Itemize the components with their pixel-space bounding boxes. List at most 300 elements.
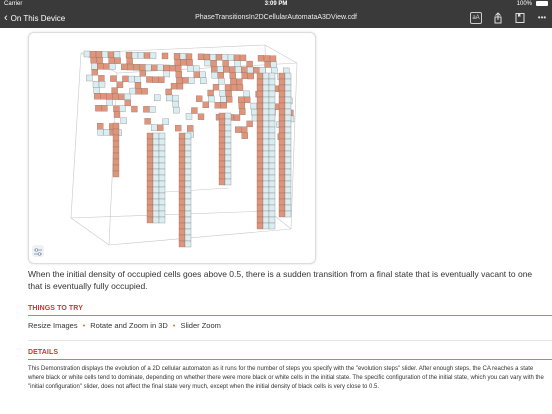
voxel-cell — [263, 199, 269, 205]
voxel-cell — [257, 181, 263, 187]
voxel-cell — [101, 105, 107, 111]
voxel-cell — [241, 127, 247, 133]
voxel-cell — [212, 72, 218, 78]
voxel-cell — [122, 76, 128, 82]
voxel-cell — [94, 87, 100, 93]
voxel-cell — [241, 67, 247, 73]
voxel-cell — [159, 169, 165, 175]
voxel-cell — [119, 106, 125, 112]
voxel-cell — [269, 121, 275, 127]
voxel-cell — [118, 94, 124, 100]
voxel-cell — [179, 193, 185, 199]
voxel-cell — [175, 59, 181, 65]
voxel-cell — [143, 106, 149, 112]
voxel-cell — [102, 51, 108, 57]
voxel-cell — [285, 151, 291, 157]
voxel-cell — [196, 96, 202, 102]
voxel-cell — [110, 76, 116, 82]
voxel-cell — [263, 169, 269, 175]
voxel-cell — [285, 145, 291, 151]
voxel-cell — [263, 157, 269, 163]
voxel-cell — [271, 68, 277, 74]
voxel-cell — [179, 241, 185, 247]
things-to-try-divider — [28, 315, 552, 316]
voxel-cell — [159, 211, 165, 217]
voxel-cell — [163, 119, 169, 125]
voxel-cell — [169, 65, 175, 71]
voxel-cell — [97, 123, 103, 129]
details-text: This Demonstration displays the evolution of a 2D cellular automaton as it runs for the number of steps you specify with the "evolution steps" slider. After enough steps, the CA reaches a state where black or white cells tend to dominate, depending on whether there were more black or white cells in the initial state. The specific configuration of the initial state, which you can vary with the "initial configuration" slider, does not affect the final state very much, except when the initial density of black cells is very close to 0.5. — [28, 366, 544, 390]
voxel-cell — [225, 113, 231, 119]
voxel-cell — [263, 151, 269, 157]
voxel-cell — [253, 67, 259, 73]
voxel-cell — [135, 82, 141, 88]
voxel-cell — [138, 52, 144, 58]
voxel-cell — [269, 91, 275, 97]
voxel-cell — [257, 223, 263, 229]
voxel-cell — [185, 175, 191, 181]
voxel-cell — [107, 99, 113, 105]
navigation-bar — [0, 8, 552, 28]
voxel-cell — [285, 169, 291, 175]
voxel-cell — [185, 223, 191, 229]
voxel-cell — [97, 57, 103, 63]
voxel-cell — [104, 129, 110, 135]
voxel-cell — [257, 151, 263, 157]
toolbar-icons — [470, 12, 548, 24]
voxel-cell — [257, 115, 263, 121]
voxel-cell — [147, 187, 153, 193]
voxel-cell — [234, 55, 240, 61]
voxel-cell — [263, 85, 269, 91]
voxel-cell — [175, 125, 181, 131]
voxel-cell — [257, 145, 263, 151]
voxel-cell — [257, 127, 263, 133]
voxel-cell — [179, 151, 185, 157]
voxel-cell — [186, 54, 192, 60]
voxel-cell — [259, 67, 265, 73]
voxel-cell — [147, 181, 153, 187]
voxel-cell — [269, 199, 275, 205]
voxel-cell — [193, 66, 199, 72]
things-to-try-list — [28, 321, 221, 330]
voxel-cell — [147, 211, 153, 217]
voxel-cell — [257, 187, 263, 193]
voxel-cell — [220, 96, 226, 102]
voxel-cell — [218, 78, 224, 84]
voxel-cell — [198, 114, 204, 120]
voxel-cell — [219, 173, 225, 179]
voxel-cell — [269, 97, 275, 103]
voxel-cell — [225, 143, 231, 149]
voxel-cell — [244, 97, 250, 103]
voxel-cell — [264, 56, 270, 62]
box-edge — [71, 53, 81, 218]
voxel-cell — [157, 65, 163, 71]
voxel-cell — [124, 94, 130, 100]
voxel-cell — [208, 96, 214, 102]
voxel-cell — [185, 199, 191, 205]
voxel-cell — [113, 159, 119, 165]
voxel-cell — [239, 109, 245, 115]
voxel-cell — [279, 181, 285, 187]
voxel-cell — [154, 95, 160, 101]
document-title: PhaseTransitionsIn2DCellularAutomataA3DView.cdf — [195, 14, 357, 21]
voxel-cell — [279, 115, 285, 121]
voxel-cell — [263, 187, 269, 193]
voxel-cell — [251, 103, 257, 109]
voxel-cell — [147, 199, 153, 205]
voxel-cell — [91, 63, 97, 69]
voxel-cell — [269, 145, 275, 151]
voxel-cell — [269, 205, 275, 211]
voxel-cell — [257, 217, 263, 223]
voxel-cell — [147, 175, 153, 181]
voxel-cell — [263, 205, 269, 211]
voxel-cell — [208, 90, 214, 96]
voxel-cell — [180, 53, 186, 59]
voxel-cell — [185, 163, 191, 169]
voxel-cell — [285, 103, 291, 109]
voxel-cell — [263, 211, 269, 217]
voxel-cell — [225, 161, 231, 167]
voxel-cell — [285, 115, 291, 121]
voxel-cell — [285, 157, 291, 163]
voxel-cell — [158, 77, 164, 83]
voxel-cell — [153, 175, 159, 181]
link-slider-zoom[interactable]: Slider Zoom — [180, 321, 221, 330]
voxel-cell — [263, 145, 269, 151]
voxel-cell — [251, 109, 257, 115]
voxel-cell — [185, 193, 191, 199]
voxel-cell — [263, 217, 269, 223]
voxel-cell — [279, 127, 285, 133]
section-divider — [28, 340, 552, 341]
voxel-cell — [153, 139, 159, 145]
voxel-cell — [153, 151, 159, 157]
voxel-cell — [157, 125, 163, 131]
voxel-cell — [179, 175, 185, 181]
voxel-cell — [257, 175, 263, 181]
voxel-cell — [187, 125, 193, 131]
voxel-cell — [237, 85, 243, 91]
voxel-cell — [279, 85, 285, 91]
voxel-cell — [242, 73, 248, 79]
voxel-cell — [185, 205, 191, 211]
voxel-cell — [182, 77, 188, 83]
voxel-cell — [150, 53, 156, 59]
voxel-cell — [172, 95, 178, 101]
voxel-cell — [113, 147, 119, 153]
voxel-cell — [191, 108, 197, 114]
voxel-cell — [112, 94, 118, 100]
voxel-cell — [257, 97, 263, 103]
voxel-cell — [230, 79, 236, 85]
voxel-cell — [210, 54, 216, 60]
voxel-cell — [225, 179, 231, 185]
voxel-cell — [217, 66, 223, 72]
more-icon[interactable]: ••• — [537, 13, 547, 22]
voxel-cell — [198, 54, 204, 60]
voxel-cell — [279, 73, 285, 79]
voxel-cell — [90, 51, 96, 57]
description-text: When the initial density of occupied cells goes above 0.5, there is a sudden transition from a final state that is eventually vacant to one that is eventually fully occupied. — [28, 269, 533, 291]
voxel-cell — [269, 151, 275, 157]
voxel-cell — [147, 217, 153, 223]
cellular-automaton-3d-plot[interactable] — [29, 33, 315, 263]
voxel-cell — [159, 217, 165, 223]
bookmark-icon[interactable] — [514, 12, 526, 24]
voxel-cell — [185, 151, 191, 157]
voxel-cell — [174, 53, 180, 59]
voxel-cell — [285, 181, 291, 187]
voxel-cell — [269, 181, 275, 187]
voxel-cell — [263, 193, 269, 199]
link-resize-images[interactable]: Resize Images — [28, 321, 78, 330]
voxel-cell — [269, 73, 275, 79]
voxel-cell — [179, 229, 185, 235]
voxel-cell — [238, 97, 244, 103]
voxel-cell — [181, 59, 187, 65]
voxel-cell — [221, 102, 227, 108]
voxel-cell — [200, 72, 206, 78]
voxel-cell — [269, 133, 275, 139]
voxel-cell — [166, 95, 172, 101]
voxel-cell — [257, 199, 263, 205]
voxel-cell — [179, 223, 185, 229]
separator-dot: • — [172, 321, 176, 330]
voxel-cell — [263, 73, 269, 79]
voxel-cell — [269, 115, 275, 121]
voxel-cell — [159, 145, 165, 151]
voxel-cell — [127, 58, 133, 64]
voxel-cell — [108, 52, 114, 58]
voxel-cell — [159, 175, 165, 181]
voxel-cell — [179, 199, 185, 205]
voxel-cell — [235, 67, 241, 73]
controls-toggle-button[interactable] — [32, 245, 44, 257]
battery-label: 100% — [516, 1, 532, 7]
voxel-cell — [179, 217, 185, 223]
voxel-cell — [257, 205, 263, 211]
voxel-cell — [159, 133, 165, 139]
status-bar — [0, 0, 552, 8]
voxel-cell — [115, 58, 121, 64]
voxel-cell — [257, 73, 263, 79]
voxel-cell — [173, 101, 179, 107]
voxel-cell — [257, 211, 263, 217]
battery-icon — [536, 1, 548, 6]
voxel-cell — [269, 193, 275, 199]
voxel-cell — [203, 102, 209, 108]
voxel-cell — [219, 131, 225, 137]
voxel-cell — [225, 173, 231, 179]
voxel-cell — [179, 205, 185, 211]
voxel-cell — [229, 67, 235, 73]
voxel-cell — [147, 163, 153, 169]
voxel-cell — [159, 151, 165, 157]
voxel-cell — [153, 187, 159, 193]
voxel-cell — [226, 96, 232, 102]
voxel-cell — [179, 211, 185, 217]
voxel-cell — [269, 163, 275, 169]
voxel-cell — [139, 64, 145, 70]
voxel-cell — [218, 72, 224, 78]
voxel-cell — [194, 72, 200, 78]
voxel-cell — [257, 157, 263, 163]
voxel-cell — [279, 193, 285, 199]
voxel-cell — [219, 113, 225, 119]
details-heading: DETAILS — [28, 349, 59, 356]
voxel-cell — [147, 157, 153, 163]
voxel-cell — [247, 61, 253, 67]
voxel-cell — [223, 66, 229, 72]
voxel-cell — [186, 113, 192, 119]
voxel-cell — [225, 131, 231, 137]
voxel-cell — [175, 65, 181, 71]
voxel-cell — [93, 81, 99, 87]
voxel-cell — [166, 89, 172, 95]
voxel-cell — [144, 53, 150, 59]
voxel-cell — [185, 157, 191, 163]
voxel-cell — [242, 133, 248, 139]
voxel-cell — [230, 73, 236, 79]
box-edge — [71, 218, 109, 245]
3d-graphic-panel[interactable] — [28, 32, 316, 264]
voxel-cell — [185, 211, 191, 217]
voxel-cell — [257, 103, 263, 109]
voxel-cell — [219, 119, 225, 125]
voxel-cell — [239, 103, 245, 109]
voxel-cell — [279, 157, 285, 163]
voxel-cell — [147, 169, 153, 175]
voxel-cell — [128, 76, 134, 82]
voxel-cell — [225, 125, 231, 131]
voxel-cell — [279, 121, 285, 127]
voxel-cell — [185, 145, 191, 151]
voxel-cell — [113, 129, 119, 135]
voxel-cell — [285, 85, 291, 91]
voxel-cell — [113, 165, 119, 171]
text-size-icon[interactable]: aA — [470, 12, 482, 24]
voxel-cell — [222, 54, 228, 60]
voxel-cell — [219, 161, 225, 167]
voxel-cell — [285, 133, 291, 139]
voxel-cell — [240, 55, 246, 61]
voxel-cell — [153, 199, 159, 205]
voxel-cell — [86, 75, 92, 81]
voxel-cell — [215, 102, 221, 108]
voxel-cell — [263, 127, 269, 133]
voxel-cell — [205, 60, 211, 66]
chevron-left-icon: ‹ — [4, 12, 8, 24]
voxel-cell — [176, 71, 182, 77]
voxel-cell — [269, 223, 275, 229]
voxel-cell — [285, 175, 291, 181]
voxel-cell — [279, 151, 285, 157]
voxel-cell — [92, 69, 98, 75]
voxel-cell — [279, 187, 285, 193]
voxel-cell — [279, 97, 285, 103]
voxel-cell — [279, 199, 285, 205]
voxel-cell — [153, 163, 159, 169]
voxel-cell — [163, 65, 169, 71]
voxel-cell — [95, 105, 101, 111]
voxel-cell — [121, 64, 127, 70]
voxel-cell — [171, 83, 177, 89]
voxel-cell — [151, 125, 157, 131]
voxel-cell — [130, 88, 136, 94]
box-edge — [291, 63, 297, 229]
voxel-cell — [164, 71, 170, 77]
voxel-cell — [279, 211, 285, 217]
voxel-cell — [271, 62, 277, 68]
voxel-cell — [216, 54, 222, 60]
voxel-cell — [185, 133, 191, 139]
voxel-cell — [109, 58, 115, 64]
voxel-cell — [179, 133, 185, 139]
voxel-cell — [263, 91, 269, 97]
voxel-cell — [114, 112, 120, 118]
details-divider — [28, 359, 552, 360]
voxel-cell — [121, 118, 127, 124]
voxel-cell — [147, 193, 153, 199]
voxel-cell — [263, 79, 269, 85]
voxel-cell — [117, 82, 123, 88]
voxel-cell — [285, 199, 291, 205]
voxel-cell — [151, 65, 157, 71]
clock: 3:09 PM — [264, 1, 288, 7]
voxel-cell — [159, 193, 165, 199]
voxel-cell — [219, 155, 225, 161]
voxel-cell — [114, 52, 120, 58]
voxel-cell — [219, 143, 225, 149]
voxel-cell — [285, 97, 291, 103]
voxel-cell — [223, 60, 229, 66]
voxel-cell — [159, 139, 165, 145]
voxel-cell — [263, 97, 269, 103]
voxel-cell — [279, 169, 285, 175]
share-icon[interactable] — [492, 12, 504, 24]
voxel-cell — [285, 211, 291, 217]
back-label: On This Device — [10, 14, 66, 23]
voxel-cell — [109, 64, 115, 70]
voxel-cell — [152, 77, 158, 83]
voxel-cell — [263, 109, 269, 115]
voxel-cell — [285, 205, 291, 211]
voxel-cell — [84, 51, 90, 57]
voxel-cell — [247, 67, 253, 73]
link-rotate-zoom-3d[interactable]: Rotate and Zoom in 3D — [90, 321, 168, 330]
voxel-cell — [153, 205, 159, 211]
voxel-cell — [106, 93, 112, 99]
voxel-cell — [153, 157, 159, 163]
voxel-cell — [159, 181, 165, 187]
voxel-cell — [153, 211, 159, 217]
voxel-cell — [263, 133, 269, 139]
voxel-cell — [219, 149, 225, 155]
voxel-cell — [279, 79, 285, 85]
voxel-cell — [257, 163, 263, 169]
voxel-cell — [159, 163, 165, 169]
voxel-cell — [179, 181, 185, 187]
voxel-cell — [235, 61, 241, 67]
things-to-try-heading: THINGS TO TRY — [28, 305, 83, 312]
voxel-cell — [234, 115, 240, 121]
voxel-cell — [136, 88, 142, 94]
voxel-cell — [263, 181, 269, 187]
voxel-cell — [133, 64, 139, 70]
